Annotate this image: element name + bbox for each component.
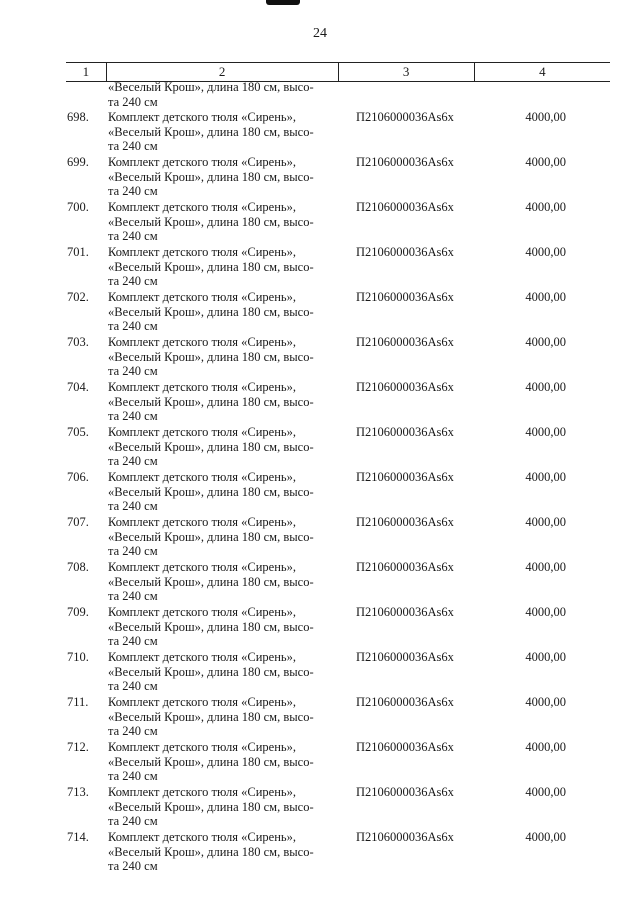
row-code: П2106000036Аs6х xyxy=(356,830,454,844)
row-description xyxy=(108,110,340,154)
description-line: та 240 см xyxy=(108,454,158,468)
description-line: «Веселый Крош», длина 180 см, высо- xyxy=(108,574,314,589)
row-code: П2106000036Аs6х xyxy=(356,695,454,709)
row-number: 708. xyxy=(67,560,89,574)
row-number: 704. xyxy=(67,380,89,394)
table-row xyxy=(0,740,640,785)
description-line: «Веселый Крош», длина 180 см, высо- xyxy=(108,484,314,499)
row-code: П2106000036Аs6х xyxy=(356,110,454,124)
description-line: «Веселый Крош», длина 180 см, высо- xyxy=(108,799,314,814)
table-row xyxy=(0,110,640,155)
row-price: 4000,00 xyxy=(525,155,566,169)
row-number: 710. xyxy=(67,650,89,664)
continuation-text xyxy=(108,80,348,109)
description-line: та 240 см xyxy=(108,274,158,288)
description-line: та 240 см xyxy=(108,859,158,873)
description-line: та 240 см xyxy=(108,184,158,198)
row-price: 4000,00 xyxy=(525,470,566,484)
row-number: 705. xyxy=(67,425,89,439)
row-price: 4000,00 xyxy=(525,425,566,439)
row-number: 698. xyxy=(67,110,89,124)
description-line: «Веселый Крош», длина 180 см, высо- xyxy=(108,844,314,859)
row-number: 714. xyxy=(67,830,89,844)
continuation-line: «Веселый Крош», длина 180 см, высо- xyxy=(108,80,314,94)
table-row xyxy=(0,830,640,875)
row-price: 4000,00 xyxy=(525,605,566,619)
row-number: 699. xyxy=(67,155,89,169)
row-code: П2106000036Аs6х xyxy=(356,740,454,754)
row-price: 4000,00 xyxy=(525,200,566,214)
description-line: Комплект детского тюля «Сирень», xyxy=(108,155,297,169)
row-description xyxy=(108,470,340,514)
description-line: та 240 см xyxy=(108,544,158,558)
description-line: Комплект детского тюля «Сирень», xyxy=(108,695,297,709)
row-number: 700. xyxy=(67,200,89,214)
table-row xyxy=(0,605,640,650)
row-price: 4000,00 xyxy=(525,380,566,394)
description-line: «Веселый Крош», длина 180 см, высо- xyxy=(108,124,314,139)
description-line: Комплект детского тюля «Сирень», xyxy=(108,380,297,394)
row-price: 4000,00 xyxy=(525,740,566,754)
table-row xyxy=(0,245,640,290)
description-line: Комплект детского тюля «Сирень», xyxy=(108,335,297,349)
row-description xyxy=(108,515,340,559)
description-line: та 240 см xyxy=(108,364,158,378)
description-line: «Веселый Крош», длина 180 см, высо- xyxy=(108,304,314,319)
column-header-2: 2 xyxy=(107,63,339,81)
row-code: П2106000036Аs6х xyxy=(356,335,454,349)
table-row xyxy=(0,200,640,245)
description-line: «Веселый Крош», длина 180 см, высо- xyxy=(108,709,314,724)
table-row xyxy=(0,695,640,740)
row-description xyxy=(108,290,340,334)
row-description xyxy=(108,560,340,604)
description-line: Комплект детского тюля «Сирень», xyxy=(108,470,297,484)
row-code: П2106000036Аs6х xyxy=(356,785,454,799)
table-row xyxy=(0,380,640,425)
description-line: «Веселый Крош», длина 180 см, высо- xyxy=(108,439,314,454)
row-code: П2106000036Аs6х xyxy=(356,290,454,304)
row-code: П2106000036Аs6х xyxy=(356,245,454,259)
description-line: Комплект детского тюля «Сирень», xyxy=(108,830,297,844)
description-line: Комплект детского тюля «Сирень», xyxy=(108,110,297,124)
row-description xyxy=(108,335,340,379)
row-description xyxy=(108,245,340,289)
table-row xyxy=(0,515,640,560)
scan-artifact-mark xyxy=(266,0,300,5)
row-code: П2106000036Аs6х xyxy=(356,515,454,529)
row-price: 4000,00 xyxy=(525,515,566,529)
description-line: Комплект детского тюля «Сирень», xyxy=(108,560,297,574)
description-line: Комплект детского тюля «Сирень», xyxy=(108,785,297,799)
description-line: та 240 см xyxy=(108,814,158,828)
description-line: «Веселый Крош», длина 180 см, высо- xyxy=(108,619,314,634)
row-number: 709. xyxy=(67,605,89,619)
description-line: «Веселый Крош», длина 180 см, высо- xyxy=(108,259,314,274)
table-body xyxy=(0,110,640,875)
table-row xyxy=(0,425,640,470)
column-header-4: 4 xyxy=(539,64,546,79)
row-description xyxy=(108,155,340,199)
row-description xyxy=(108,695,340,739)
row-code: П2106000036Аs6х xyxy=(356,650,454,664)
column-header-3: 3 xyxy=(339,63,475,81)
row-price: 4000,00 xyxy=(525,110,566,124)
description-line: та 240 см xyxy=(108,679,158,693)
row-number: 713. xyxy=(67,785,89,799)
row-code: П2106000036Аs6х xyxy=(356,605,454,619)
page-number: 24 xyxy=(313,26,327,41)
row-description xyxy=(108,650,340,694)
row-number: 711. xyxy=(67,695,89,709)
table-row xyxy=(0,785,640,830)
row-number: 702. xyxy=(67,290,89,304)
table-row xyxy=(0,650,640,695)
table-row xyxy=(0,290,640,335)
description-line: та 240 см xyxy=(108,769,158,783)
table-row xyxy=(0,470,640,515)
description-line: «Веселый Крош», длина 180 см, высо- xyxy=(108,394,314,409)
description-line: Комплект детского тюля «Сирень», xyxy=(108,605,297,619)
row-code: П2106000036Аs6х xyxy=(356,560,454,574)
description-line: «Веселый Крош», длина 180 см, высо- xyxy=(108,529,314,544)
description-line: та 240 см xyxy=(108,319,158,333)
row-number: 712. xyxy=(67,740,89,754)
row-description xyxy=(108,380,340,424)
row-description xyxy=(108,605,340,649)
description-line: «Веселый Крош», длина 180 см, высо- xyxy=(108,349,314,364)
continuation-line: та 240 см xyxy=(108,94,158,109)
table-header xyxy=(66,62,610,82)
row-number: 701. xyxy=(67,245,89,259)
row-description xyxy=(108,740,340,784)
row-code: П2106000036Аs6х xyxy=(356,200,454,214)
row-code: П2106000036Аs6х xyxy=(356,155,454,169)
description-line: та 240 см xyxy=(108,409,158,423)
description-line: та 240 см xyxy=(108,139,158,153)
description-line: Комплект детского тюля «Сирень», xyxy=(108,515,297,529)
row-description xyxy=(108,830,340,874)
row-price: 4000,00 xyxy=(525,290,566,304)
row-description xyxy=(108,425,340,469)
row-code: П2106000036Аs6х xyxy=(356,470,454,484)
table-row xyxy=(0,155,640,200)
description-line: та 240 см xyxy=(108,589,158,603)
description-line: та 240 см xyxy=(108,499,158,513)
row-price: 4000,00 xyxy=(525,695,566,709)
row-price: 4000,00 xyxy=(525,785,566,799)
description-line: та 240 см xyxy=(108,724,158,738)
description-line: Комплект детского тюля «Сирень», xyxy=(108,200,297,214)
description-line: та 240 см xyxy=(108,229,158,243)
description-line: та 240 см xyxy=(108,634,158,648)
row-price: 4000,00 xyxy=(525,560,566,574)
description-line: «Веселый Крош», длина 180 см, высо- xyxy=(108,754,314,769)
row-code: П2106000036Аs6х xyxy=(356,380,454,394)
description-line: Комплект детского тюля «Сирень», xyxy=(108,650,297,664)
description-line: Комплект детского тюля «Сирень», xyxy=(108,290,297,304)
table-row xyxy=(0,560,640,605)
description-line: Комплект детского тюля «Сирень», xyxy=(108,425,297,439)
description-line: «Веселый Крош», длина 180 см, высо- xyxy=(108,664,314,679)
row-description xyxy=(108,200,340,244)
description-line: Комплект детского тюля «Сирень», xyxy=(108,740,297,754)
table-row xyxy=(0,335,640,380)
row-description xyxy=(108,785,340,829)
row-number: 706. xyxy=(67,470,89,484)
row-code: П2106000036Аs6х xyxy=(356,425,454,439)
column-header-1: 1 xyxy=(66,63,107,81)
description-line: «Веселый Крош», длина 180 см, высо- xyxy=(108,214,314,229)
row-price: 4000,00 xyxy=(525,650,566,664)
row-number: 703. xyxy=(67,335,89,349)
description-line: «Веселый Крош», длина 180 см, высо- xyxy=(108,169,314,184)
row-number: 707. xyxy=(67,515,89,529)
description-line: Комплект детского тюля «Сирень», xyxy=(108,245,297,259)
row-price: 4000,00 xyxy=(525,335,566,349)
row-price: 4000,00 xyxy=(525,245,566,259)
row-price: 4000,00 xyxy=(525,830,566,844)
